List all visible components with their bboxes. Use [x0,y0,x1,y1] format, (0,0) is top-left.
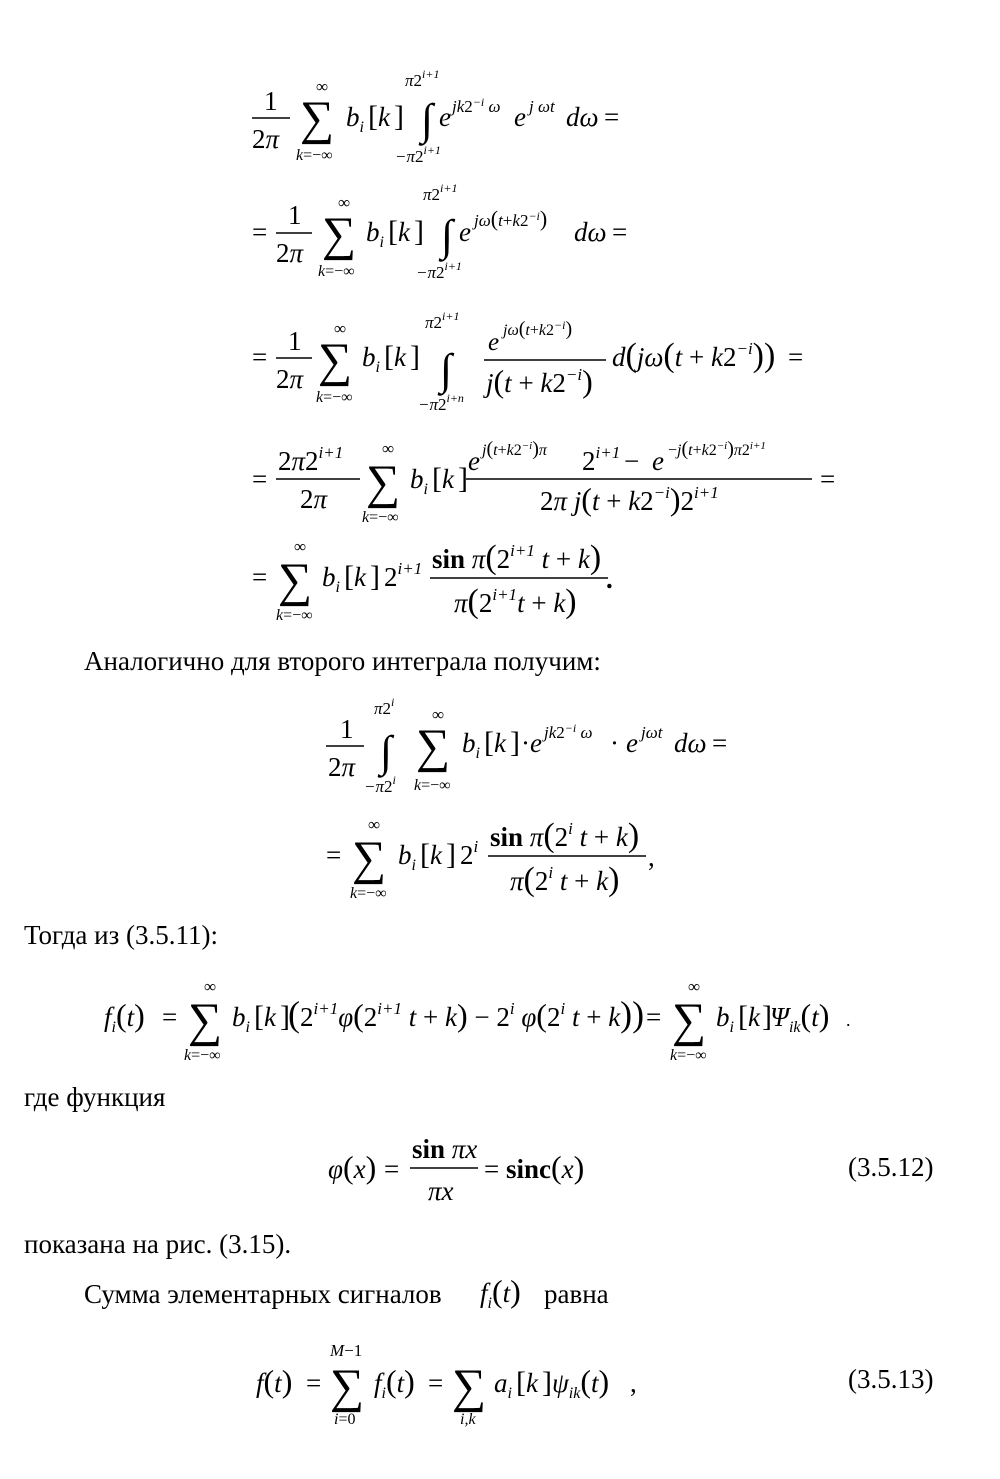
svg-text:e: e [488,329,500,356]
svg-text:dω: dω [574,217,607,247]
svg-text:bi: $b_i$ [232,1002,250,1036]
svg-text:k=−∞: k=−∞ [362,509,399,526]
svg-text:∑: ∑ [322,208,357,261]
svg-text:1: 1 [288,326,302,356]
paragraph-where-function: где функция [24,1082,166,1112]
svg-text:e: e [439,102,451,132]
svg-text:k=−∞: k=−∞ [184,1047,221,1064]
svg-text:=: = [252,342,268,372]
svg-text:∑: ∑ [188,994,223,1047]
svg-text:e: e [652,446,664,476]
svg-text:∞: ∞ [316,77,329,96]
svg-text:π2i: π2$^i$ [374,695,395,718]
svg-text:= sinc(x): = sinc(x) [484,1149,585,1185]
svg-text:∫: ∫ [380,727,393,776]
svg-text:,: , [630,1368,637,1398]
svg-text:1: 1 [288,200,302,230]
paragraph-sum-elementary-after: равна [544,1279,609,1309]
svg-text:k: k [442,464,454,494]
svg-text:e: e [514,102,526,132]
svg-text:bi: $b_i$ [346,102,364,136]
svg-text:πx: πx [428,1176,454,1206]
svg-text:2π j(t + k2−i)2i+1: 2π $j(t + k2^{-i})2^{i+1}$ [540,481,719,517]
svg-text:∞: ∞ [432,705,445,724]
svg-text:,: , [648,842,655,872]
svg-text:]: ] [542,1366,552,1399]
svg-text:k: k [526,1368,538,1398]
svg-text:∑: ∑ [278,554,313,607]
svg-text:sin π(2i+1 t + k): $\sin \pi(2^{i+1}$ t + k) [432,539,602,576]
paragraph-then-from: Тогда из (3.5.11): [24,920,219,950]
paragraph-analogously: Аналогично для второго интеграла получим: [84,646,601,676]
svg-text:bi: $b_i$ [462,728,480,762]
svg-text:.: . [846,1010,851,1030]
svg-text:=: = [252,217,268,247]
svg-text:=: = [252,464,268,494]
svg-text:j ωt: j ωt [529,97,555,116]
svg-text:e: e [626,728,638,758]
svg-text:−: − [624,446,640,476]
equation-line-2 [252,181,627,282]
svg-text:k=−∞: k=−∞ [414,777,451,794]
svg-text:fi(t): $f_i(t)$ [480,1273,521,1312]
svg-text:k: k [430,840,442,870]
svg-text:k=−∞: k=−∞ [318,263,355,280]
svg-text:jk2−i ω: $jk2^{-i}$ ω [544,721,593,742]
svg-text:=: = [646,1002,662,1032]
svg-text:Ψik(t): $\Psi_{ik}(t)$ [770,997,830,1036]
svg-text:∞: ∞ [368,815,381,834]
paragraph-sum-elementary-before: Сумма элементарных сигналов [84,1279,442,1309]
svg-text:=: = [252,562,268,592]
svg-text:.: . [606,564,613,594]
svg-text:2π: 2π [276,364,304,394]
svg-text:fi(t): $f_i(t)$ [104,997,145,1036]
svg-text:k=−∞: k=−∞ [670,1047,707,1064]
svg-text:−π2i+1: $-\pi 2^{i+1}$ [416,259,462,282]
svg-text:1: 1 [264,86,278,116]
svg-text:bi: $b_i$ [398,840,416,874]
svg-text:[: [ [420,838,430,871]
svg-text:]: ] [458,462,468,495]
svg-text:j(t + k2−i): $j(t + k2^{-i})$ [486,363,593,399]
svg-text:∑: ∑ [352,832,387,885]
svg-text:π2i+1: $\pi 2^{i+1}$ [425,309,460,332]
svg-text:=: = [604,102,620,132]
svg-text:(2i+1φ(2i+1 t + k) − 2i φ(2i t: ($2^{i+1}\varphi(2^{i+1}$ $t + k) - 2^i$ φ(2$^i$ t + k)) [288,994,645,1034]
svg-text:k: k [494,728,506,758]
svg-text:i,k: i,k [460,1411,476,1428]
svg-text:2π: 2π [328,752,356,782]
svg-text:ψik(t): $\psi_{ik}(t)$ [552,1363,610,1402]
svg-text:2i+1: $2^{i+1}$ [582,443,621,476]
svg-text:∞: ∞ [338,193,351,212]
svg-text:π(2i t + k): π(2$^i$ t + k) [510,861,620,898]
svg-text:∑: ∑ [330,1360,365,1413]
svg-text:jω(t+k2−i): $j\omega(t+k2^{-i})$ [474,206,548,231]
svg-text:π2i+1: $\pi 2^{i+1}$ [405,67,440,90]
svg-text:i=0: i=0 [334,1411,356,1428]
svg-text:]: ] [394,100,404,133]
svg-text:k: k [354,562,366,592]
svg-text:∫: ∫ [440,345,453,394]
svg-text:j(t+k2−i)π: $j(t+k2^{-i})\pi$ [482,438,547,460]
svg-text:k=−∞: k=−∞ [276,607,313,624]
svg-text:=: = [612,217,628,247]
svg-text:2π: 2π [252,124,280,154]
svg-text:=: = [162,1002,178,1032]
svg-text:∫: ∫ [421,95,434,144]
svg-text:∑: ∑ [452,1360,487,1413]
svg-text:f(t): f(t) [256,1363,293,1399]
svg-text:[: [ [254,1000,264,1033]
svg-text:[: [ [344,560,354,593]
svg-text:bi: $b_i$ [362,342,380,376]
svg-text:bi: $b_i$ [366,217,384,251]
svg-text:=: = [428,1368,444,1398]
svg-text:[: [ [384,340,394,373]
equation-line-1 [252,67,619,166]
svg-text:=: = [326,840,342,870]
svg-text:2π2i+1: $2\pi 2^{i+1}$ [278,443,344,476]
svg-text:]: ] [446,838,456,871]
svg-text:dω: dω [674,728,707,758]
equation-line-3 [252,309,803,414]
svg-text:e: e [468,446,480,476]
svg-text:k: k [378,102,390,132]
svg-text:∑: ∑ [300,92,335,145]
svg-text:−π2i: $-\pi 2^i$ [364,773,396,796]
svg-text:dω: dω [566,102,599,132]
svg-text:[: [ [484,726,494,759]
svg-text:∑: ∑ [318,334,353,387]
svg-text:k=−∞: k=−∞ [350,885,387,902]
svg-text:k: k [264,1002,276,1032]
equation-second-integral-2 [326,815,655,902]
svg-text:jk2−i ω: $jk2^{-i}$ ω [452,95,501,116]
svg-text:d(jω(t + k2−i)): $d(j\omega(t + k2^{-i}))$ [612,337,776,374]
svg-text:ai: $a_i$ [494,1368,512,1402]
svg-text:sin πx: sin πx [412,1134,478,1164]
svg-text:∞: ∞ [382,439,395,458]
svg-text:−π2i+1: $-\pi 2^{i+1}$ [395,143,441,166]
equation-3-5-13 [256,1341,637,1428]
svg-text:bi: $b_i$ [322,562,340,596]
svg-text:φ(x): φ(x) [328,1149,377,1185]
equation-number-3-5-13: (3.5.13) [848,1364,934,1394]
svg-text:∑: ∑ [672,994,707,1047]
svg-text:]: ] [280,1000,290,1033]
svg-text:k: k [394,342,406,372]
svg-text:sin π(2i t + k): sin π(2$^i$ t + k) [490,817,640,854]
svg-text:2π: 2π [276,238,304,268]
svg-text:=: = [788,342,804,372]
equation-fi-of-t [104,977,851,1064]
equation-line-5 [252,537,613,624]
svg-text:[: [ [738,1000,748,1033]
svg-text:[: [ [516,1366,526,1399]
svg-text:∞: ∞ [334,319,347,338]
inline-fi-of-t [480,1273,521,1312]
equation-line-4 [252,438,835,526]
svg-text:∞: ∞ [204,977,217,996]
svg-text:=: = [384,1154,400,1184]
equation-3-5-12 [328,1134,584,1206]
svg-text:∞: ∞ [294,537,307,556]
svg-text:∫: ∫ [441,211,454,260]
svg-text:=: = [820,464,836,494]
svg-text:]: ] [370,560,380,593]
svg-text:bi: $b_i$ [716,1002,734,1036]
svg-text:jω(t+k2−i): $j\omega(t+k2^{-i})$ [503,318,573,340]
svg-text:k: k [748,1002,760,1032]
svg-text:∑: ∑ [366,456,401,509]
svg-text:]: ] [410,340,420,373]
svg-text:bi: $b_i$ [410,464,428,498]
svg-text:k=−∞: k=−∞ [296,147,333,164]
svg-text:∑: ∑ [416,720,451,773]
paragraph-shown-in-figure: показана на рис. (3.15). [24,1229,292,1259]
svg-text:[: [ [432,462,442,495]
svg-text:∞: ∞ [688,977,701,996]
svg-text:2i+1: $2^{i+1}$ [384,559,423,592]
svg-text:=: = [712,728,728,758]
svg-text:=: = [306,1368,322,1398]
svg-text:[: [ [388,215,398,248]
svg-text:k=−∞: k=−∞ [316,389,353,406]
svg-text:2i: 2$^i$ [460,837,479,870]
svg-text:−π2i+n: $-\pi 2^{i+n}$ [418,391,464,414]
svg-text:jωt: jωt [641,723,663,742]
svg-text:]: ] [762,1000,772,1033]
svg-text:π2i+1: $\pi 2^{i+1}$ [423,181,458,204]
svg-text:−j(t+k2−i)π2i+1: $-j(t+k2^{-i})\pi 2^{i+1}$ [668,438,766,460]
svg-text:1: 1 [340,714,354,744]
equation-number-3-5-12: (3.5.12) [848,1152,934,1182]
svg-text:k: k [398,217,410,247]
svg-text:M−1: M−1 [330,1341,363,1360]
svg-text:[: [ [368,100,378,133]
svg-text:e: e [459,217,471,247]
svg-text:fi(t): $f_i(t)$ [374,1363,415,1402]
svg-text:·: · [610,728,619,758]
svg-text:·: · [521,728,530,758]
svg-text:2π: 2π [300,484,328,514]
svg-text:π(2i+1t + k): $\pi(2^{i+1}t + k)$ [454,583,577,620]
svg-text:]: ] [510,726,520,759]
equation-second-integral-1 [326,695,727,796]
svg-text:]: ] [414,215,424,248]
svg-text:e: e [530,728,542,758]
